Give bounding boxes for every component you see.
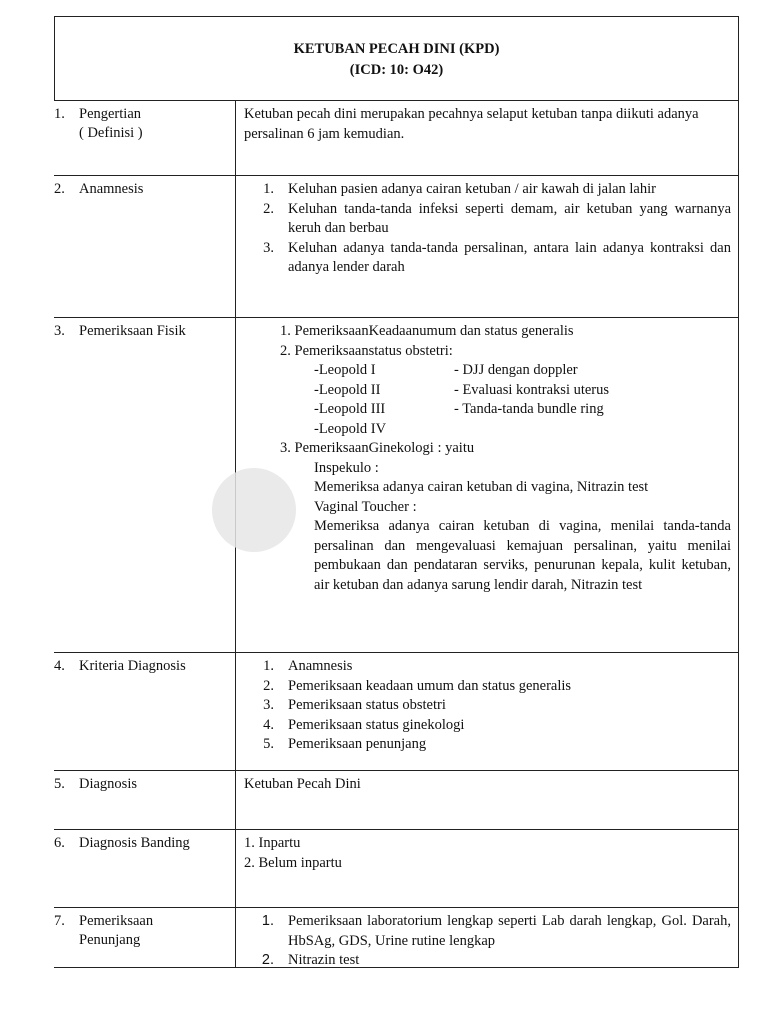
vaginal-toucher-label: Vaginal Toucher : [314,498,417,515]
list-item: 3. PemeriksaanGinekologi : yaitu [280,440,475,456]
row-pemeriksaan-fisik [54,317,739,652]
row-label: 5. Diagnosis [54,776,137,792]
row-anamnesis [54,175,739,317]
definition-text: Ketuban pecah dini merupakan pecahnya selaput ketuban tanpa diikuti adanya persalinan 6 jam kemudian. [244,106,699,142]
list-item: 1. Pemeriksaan laboratorium lengkap seperti Lab darah lengkap, Gol. Darah, HbSAg, GDS, Urine rutine lengkap [261,913,731,949]
document-header [54,16,739,100]
list-item: 2. Belum inpartu [244,854,342,871]
row-label: 4. Kriteria Diagnosis [54,658,186,674]
row-label: 7. Pemeriksaan Penunjang [54,913,154,948]
document-table [54,16,739,968]
row-value [235,318,739,652]
list-item: 1. Anamnesis [263,658,353,674]
inspekulo-text: Memeriksa adanya cairan ketuban di vagina, Nitrazin test [314,479,649,495]
row-value [235,101,739,175]
list-item: 2. Nitrazin test [261,952,360,968]
document-title: KETUBAN PECAH DINI (KPD) [293,41,500,57]
row-diagnosis-banding [54,829,739,907]
list-item: 2. Pemeriksaan keadaan umum dan status generalis [263,677,572,694]
row-label: 1. Pengertian ( Definisi ) [54,106,143,141]
leopold-row: -Leopold I - DJJ dengan doppler [314,362,578,378]
list-item: 1. PemeriksaanKeadaanumum dan status generalis [280,323,574,339]
row-diagnosis [54,770,739,829]
icd-code: (ICD: 10: O42) [349,62,444,78]
list-item: 4. Pemeriksaan status ginekologi [263,716,465,733]
row-label: 2. Anamnesis [54,181,144,197]
inspekulo-label: Inspekulo : [314,459,379,476]
leopold-row: -Leopold III - Tanda-tanda bundle ring [314,401,604,417]
row-value [235,176,739,317]
list-item: 1. Inpartu [244,835,301,851]
row-value [235,830,739,907]
touch-indicator-circle [212,468,296,552]
row-value [235,653,739,770]
list-item: 3. Pemeriksaan status obstetri [263,697,446,713]
row-value [235,771,739,829]
vaginal-toucher-text: Memeriksa adanya cairan ketuban di vagina, menilai tanda-tanda persalinan dan mengevaluasi kemajuan persalinan, yaitu menilai pembukaan dan pendataran serviks, penurunan kepala, kulit ketuban, air ketuban dan adanya sarung lendir darah, Nitrazin test [314,518,731,593]
list-item: 5. Pemeriksaan penunjang [263,736,427,752]
kriteria-list [244,657,731,755]
penunjang-list [244,912,731,971]
row-label: 3. Pemeriksaan Fisik [54,323,186,339]
row-label: 6. Diagnosis Banding [54,835,190,851]
anamnesis-list [244,180,731,278]
list-item: 2. Pemeriksaanstatus obstetri: [280,342,453,359]
list-item: 1. Keluhan pasien adanya cairan ketuban / air kawah di jalan lahir [263,181,656,197]
row-pengertian [54,100,739,175]
row-value [235,908,739,967]
diagnosis-text: Ketuban Pecah Dini [244,776,361,792]
leopold-row: -Leopold II - Evaluasi kontraksi uterus [314,381,610,398]
list-item: 3. Keluhan adanya tanda-tanda persalinan, antara lain adanya kontraksi dan adanya lender darah [263,239,731,275]
row-pemeriksaan-penunjang [54,907,739,968]
row-kriteria-diagnosis [54,652,739,770]
list-item: 2. Keluhan tanda-tanda infeksi seperti demam, air ketuban yang warnanya keruh dan berbau [263,200,731,236]
leopold-row: -Leopold IV [314,420,387,437]
